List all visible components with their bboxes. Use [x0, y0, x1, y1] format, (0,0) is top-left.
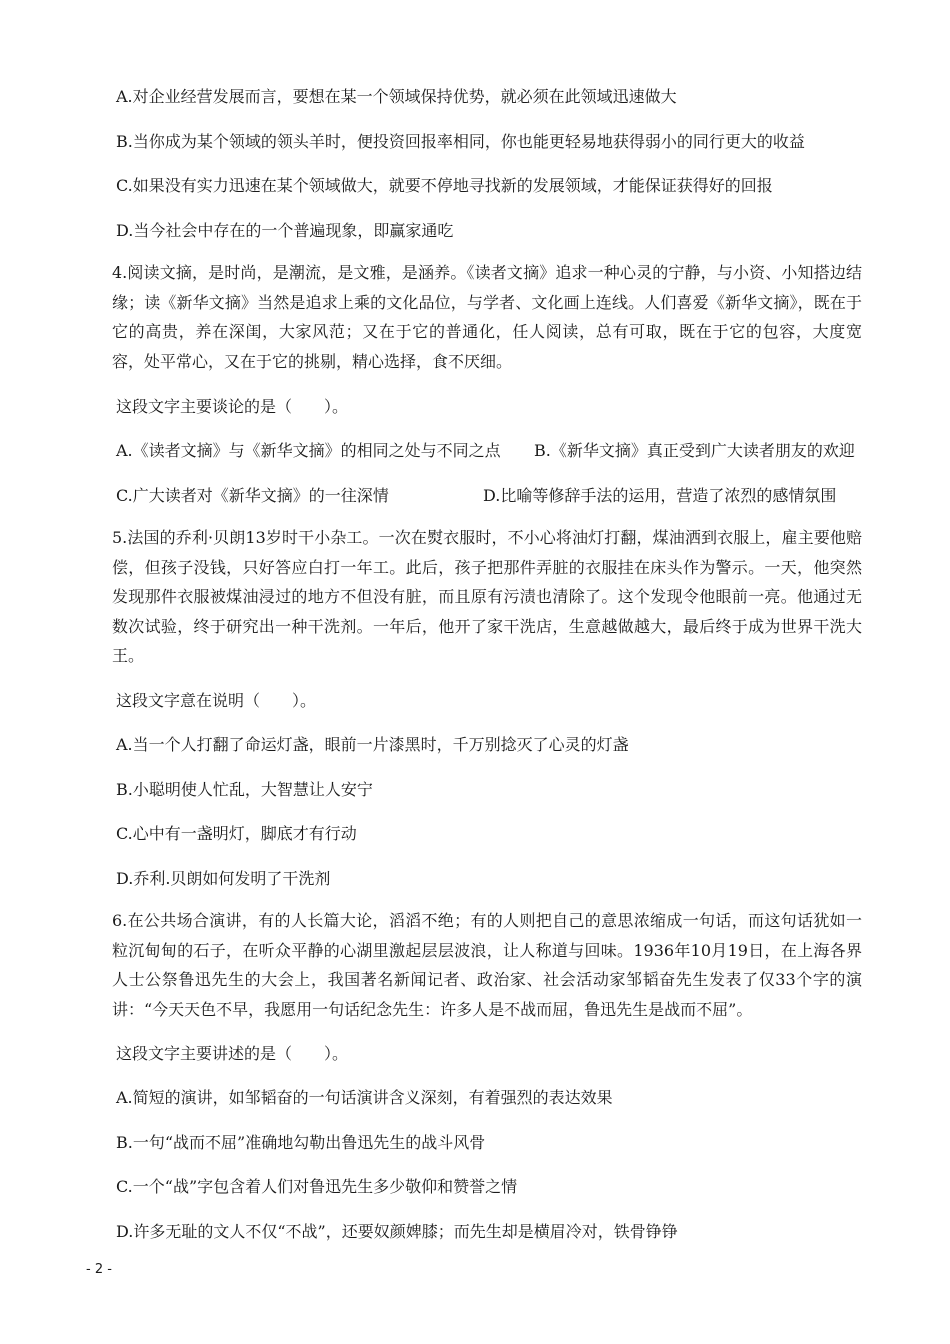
- q6-option-a: A.简短的演讲，如邹韬奋的一句话演讲含义深刻，有着强烈的表达效果: [116, 1088, 613, 1107]
- q6-question: 这段文字主要讲述的是（ ）。: [116, 1044, 349, 1063]
- q3-option-c: C.如果没有实力迅速在某个领域做大，就要不停地寻找新的发展领域，才能保证获得好的回报: [116, 176, 773, 195]
- q5-passage: 5.法国的乔利·贝朗13岁时干小杂工。一次在熨衣服时，不小心将油灯打翻，煤油洒到衣服上，雇主要他赔偿，但孩子没钱，只好答应白打一年工。此后，孩子把那件弄脏的衣服挂在床头作为警示。一天，他突然发现那件衣服被煤油浸过的地方不但没有脏，而且原有污渍也清除了。这个发现令他眼前一亮。他通过无数次试验，终于研究出一种干洗剂。一年后，他开了家干洗店，生意越做越大，最后终于成为世界干洗大王。: [112, 528, 862, 665]
- q5-question: 这段文字意在说明（ ）。: [116, 691, 317, 710]
- q4-option-d: D.比喻等修辞手法的运用，营造了浓烈的感情氛围: [483, 486, 837, 505]
- q3-option-b: B.当你成为某个领域的领头羊时，便投资回报率相同，你也能更轻易地获得弱小的同行更大的收益: [116, 132, 805, 151]
- q6-option-c: C.一个“战”字包含着人们对鲁迅先生多少敬仰和赞誉之情: [116, 1177, 518, 1196]
- q3-option-d: D.当今社会中存在的一个普遍现象，即赢家通吃: [116, 221, 454, 240]
- q4-option-c: C.广大读者对《新华文摘》的一往深情: [116, 486, 389, 505]
- q4-option-b: B.《新华文摘》真正受到广大读者朋友的欢迎: [534, 441, 855, 460]
- q4-option-a: A.《读者文摘》与《新华文摘》的相同之处与不同之点: [116, 441, 501, 460]
- page-number: - 2 -: [86, 1262, 112, 1277]
- q6-option-d: D.许多无耻的文人不仅“不战”，还要奴颜婢膝；而先生却是横眉冷对，铁骨铮铮: [116, 1222, 678, 1241]
- q6-passage: 6.在公共场合演讲，有的人长篇大论，滔滔不绝；有的人则把自己的意思浓缩成一句话，而这句话犹如一粒沉甸甸的石子，在听众平静的心湖里激起层层波浪，让人称道与回味。1936年10月19日，在上海各界人士公祭鲁迅先生的大会上，我国著名新闻记者、政治家、社会活动家邹韬奋先生发表了仅33个字的演讲：“今天天色不早，我愿用一句话纪念先生：许多人是不战而屈，鲁迅先生是战而不屈”。: [112, 911, 862, 1019]
- q5-option-c: C.心中有一盏明灯，脚底才有行动: [116, 824, 357, 843]
- q5-option-d: D.乔利.贝朗如何发明了干洗剂: [116, 869, 331, 888]
- q4-question: 这段文字主要谈论的是（ ）。: [116, 397, 349, 416]
- q6-option-b: B.一句“战而不屈”准确地勾勒出鲁迅先生的战斗风骨: [116, 1133, 486, 1152]
- q4-passage: 4.阅读文摘，是时尚，是潮流，是文雅，是涵养。《读者文摘》追求一种心灵的宁静，与小资、小知搭边结缘；读《新华文摘》当然是追求上乘的文化品位，与学者、文化画上连线。人们喜爱《新华文摘》，既在于它的高贵，养在深闺，大家风范；又在于它的普通化，任人阅读，总有可取，既在于它的包容，大度宽容，处平常心，又在于它的挑剔，精心选择，食不厌细。: [112, 263, 862, 371]
- q3-option-a: A.对企业经营发展而言，要想在某一个领域保持优势，就必须在此领域迅速做大: [116, 87, 677, 106]
- q5-option-b: B.小聪明使人忙乱，大智慧让人安宁: [116, 780, 373, 799]
- q5-option-a: A.当一个人打翻了命运灯盏，眼前一片漆黑时，千万别捻灭了心灵的灯盏: [116, 735, 629, 754]
